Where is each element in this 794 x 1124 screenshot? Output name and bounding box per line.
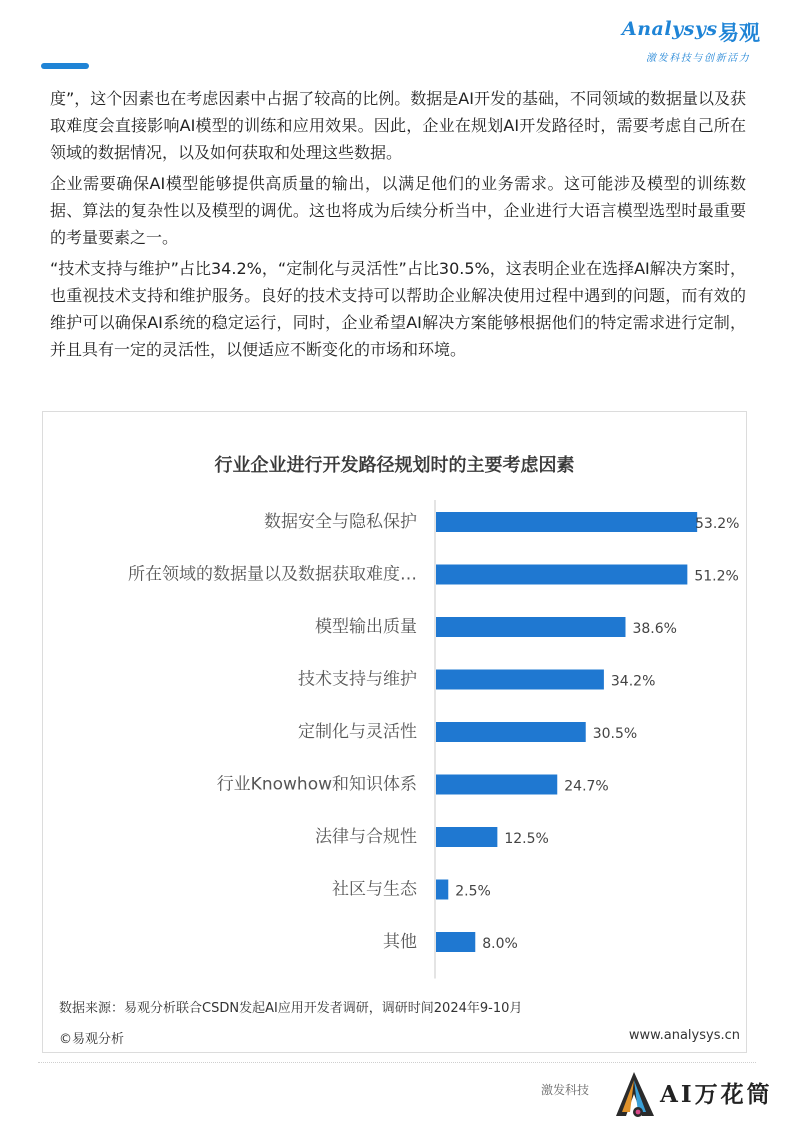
value-label: 2.5%: [455, 883, 491, 900]
paragraph: “技术支持与维护”占比34.2%，“定制化与灵活性”占比30.5%，这表明企业在选择AI解决方案时，也重视技术支持和维护服务。良好的技术支持可以帮助企业解决使用过程中遇到的问题，而有效的维护可以确保AI系统的稳定运行，同时，企业希望AI解决方案能够根据他们的特定需求进行定制，并且具有一定的灵活性，以便适应不断变化的市场和环境。: [50, 259, 746, 359]
watermark-text: AI万花筒: [660, 1081, 773, 1108]
watermark-icon: [612, 1068, 658, 1120]
bar: [436, 932, 475, 952]
chart-source: 数据来源：易观分析联合CSDN发起AI应用开发者调研，调研时间2024年9-10月: [59, 1001, 523, 1016]
chart-copyright: ©易观分析: [59, 1032, 125, 1047]
value-label: 53.2%: [695, 516, 740, 532]
category-label: 数据安全与隐私保护: [264, 512, 417, 532]
category-label: 所在领域的数据量以及数据获取难度…: [128, 564, 417, 585]
value-label: 24.7%: [564, 778, 609, 795]
category-label: 模型输出质量: [315, 617, 417, 637]
bar: [436, 880, 448, 900]
value-label: 34.2%: [610, 673, 656, 690]
bar: [436, 670, 604, 690]
bar: [436, 617, 625, 637]
category-label: 定制化与灵活性: [298, 722, 417, 742]
category-label: 其他: [383, 932, 417, 952]
value-label: 12.5%: [504, 831, 549, 847]
value-label: 51.2%: [694, 568, 739, 585]
bar: [436, 565, 687, 585]
logo-chinese: 易观: [718, 21, 760, 45]
logo-wordmark: Analysys: [622, 18, 718, 40]
category-label: 法律与合规性: [315, 827, 417, 847]
paragraph: 企业需要确保AI模型能够提供高质量的输出，以满足他们的业务需求。这可能涉及模型的训练数据、算法的复杂性以及模型的调优。这也将成为后续分析当中，企业进行大语言模型选型时最重要的考量要素之一。: [50, 174, 746, 247]
chart-panel: [42, 411, 747, 1053]
watermark-logo: [612, 1068, 782, 1120]
footer-divider: [38, 1062, 756, 1063]
value-label: 38.6%: [632, 621, 677, 637]
category-label: 行业Knowhow和知识体系: [216, 774, 417, 795]
accent-bar: [41, 63, 89, 69]
bar: [436, 722, 586, 742]
paragraph: 度”，这个因素也在考虑因素中占据了较高的比例。数据是AI开发的基础，不同领域的数据量以及获取难度会直接影响AI模型的训练和应用效果。因此，企业在规划AI开发路径时，需要考虑自己所在领域的数据情况，以及如何获取和处理这些数据。: [50, 89, 746, 162]
value-label: 30.5%: [592, 726, 638, 742]
bar: [436, 827, 497, 847]
chart-title: 行业企业进行开发路径规划时的主要考虑因素: [214, 455, 575, 476]
category-label: 技术支持与维护: [298, 669, 417, 690]
bar: [436, 512, 697, 532]
bar-chart: [43, 412, 746, 992]
bar: [436, 775, 557, 795]
logo-tagline: 激发科技与创新活力: [646, 53, 751, 64]
category-label: 社区与生态: [332, 879, 417, 900]
value-label: 8.0%: [482, 936, 518, 952]
analysys-logo: [622, 18, 772, 68]
body-text: [50, 85, 746, 367]
footer-slogan: 激发科技: [541, 1083, 590, 1097]
chart-url: www.analysys.cn: [628, 1028, 740, 1043]
